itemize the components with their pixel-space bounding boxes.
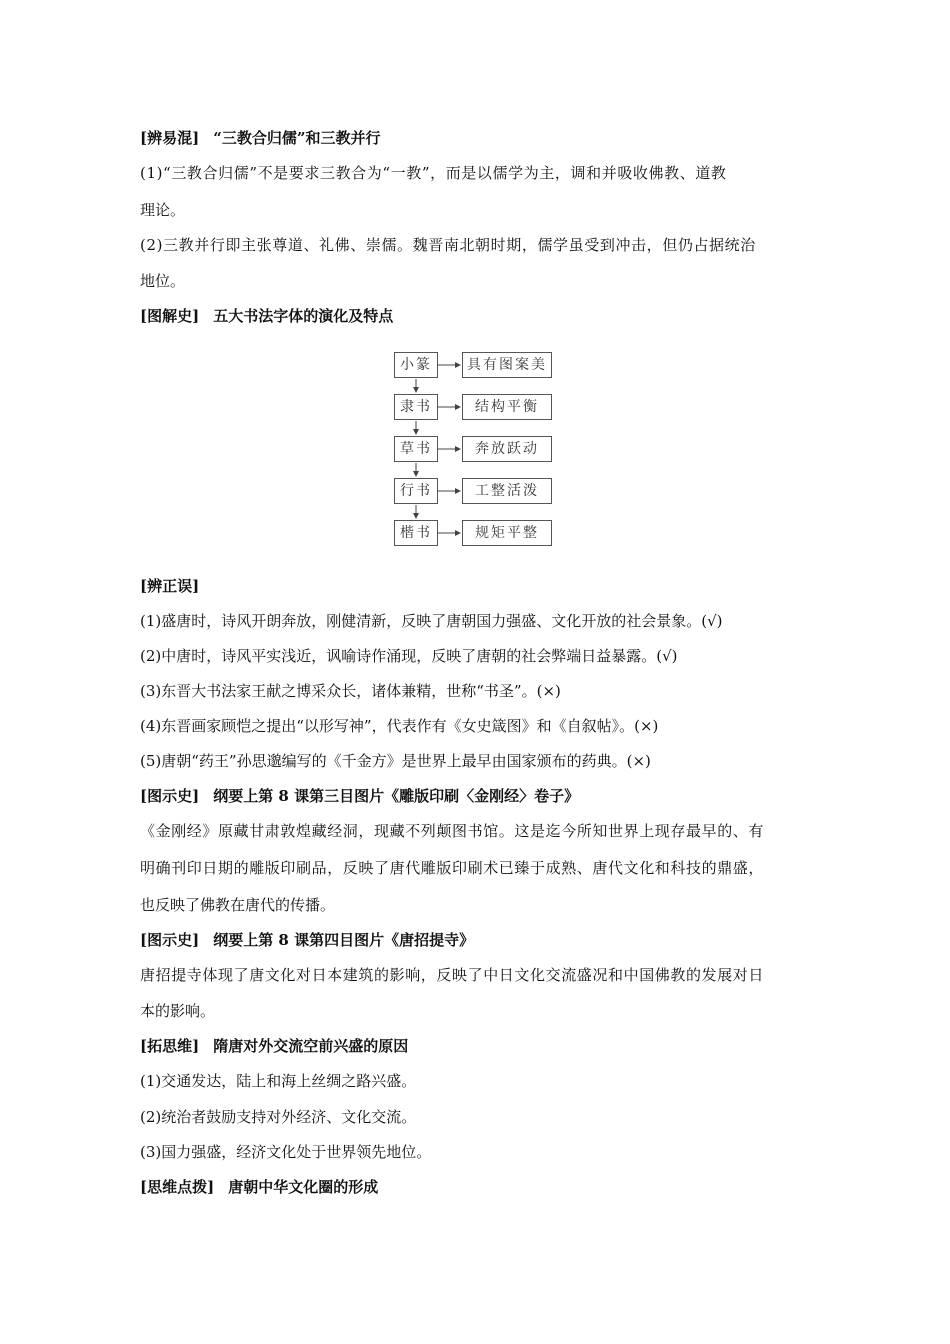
feature-box: 工整活泼: [462, 478, 552, 504]
section-heading-bianyihun: [140, 128, 812, 148]
script-box-kaishu: 楷书: [394, 520, 438, 546]
section-tag: [思维点拨]: [140, 1178, 215, 1196]
section-title: 五大书法字体的演化及特点: [213, 307, 394, 325]
calligraphy-flowchart: [394, 348, 564, 550]
section-heading-tujieshi: [140, 306, 812, 326]
section-tag: [图解史]: [140, 307, 200, 325]
judgement-item: (4)东晋画家顾恺之提出“以形写神”，代表作有《女史箴图》和《自叙帖》。(×): [140, 717, 659, 735]
paragraph-line: 本的影响。: [140, 1002, 216, 1020]
feature-box: 结构平衡: [462, 394, 552, 420]
feature-box: 规矩平整: [462, 520, 552, 546]
judgement-item: (5)唐朝“药王”孙思邈编写的《千金方》是世界上最早由国家颁布的药典。(×): [140, 752, 651, 770]
section-title: 纲要上第 8 课第四目图片《唐招提寺》: [213, 931, 475, 949]
section-tag: [图示史]: [140, 787, 200, 805]
section-heading-siweidianbo: [140, 1177, 812, 1197]
section-heading-tushishi-2: [140, 930, 812, 950]
section-heading-tuosiwei: [140, 1036, 812, 1056]
section-title: 唐朝中华文化圈的形成: [228, 1178, 379, 1196]
feature-box: 具有图案美: [462, 352, 552, 378]
reason-item: (3)国力强盛，经济文化处于世界领先地位。: [140, 1143, 432, 1161]
section-heading-tushishi-1: [140, 786, 812, 806]
reason-item: (2)统治者鼓励支持对外经济、文化交流。: [140, 1108, 417, 1126]
section-tag: [辨易混]: [140, 129, 200, 147]
script-box-caoshu: 草书: [394, 436, 438, 462]
section-title: “三教合归儒”和三教并行: [213, 129, 381, 147]
script-box-lishu: 隶书: [394, 394, 438, 420]
judgement-item: (1)盛唐时，诗风开朗奔放，刚健清新，反映了唐朝国力强盛、文化开放的社会景象。(√): [140, 612, 723, 630]
paragraph-line: 明确刊印日期的雕版印刷品，反映了唐代雕版印刷术已臻于成熟、唐代文化和科技的鼎盛，: [140, 859, 765, 877]
paragraph-line: 也反映了佛教在唐代的传播。: [140, 896, 336, 914]
section-tag: [辨正误]: [140, 577, 200, 595]
paragraph-line: (2)三教并行即主张尊道、礼佛、崇儒。魏晋南北朝时期，儒学虽受到冲击，但仍占据统治: [140, 236, 756, 254]
reason-item: (1)交通发达，陆上和海上丝绸之路兴盛。: [140, 1072, 417, 1090]
section-tag: [图示史]: [140, 931, 200, 949]
section-title: 纲要上第 8 课第三目图片《雕版印刷〈金刚经〉卷子》: [213, 787, 580, 805]
section-title: 隋唐对外交流空前兴盛的原因: [213, 1037, 409, 1055]
paragraph-line: 《金刚经》原藏甘肃敦煌藏经洞，现藏不列颠图书馆。这是迄今所知世界上现存最早的、有: [140, 822, 765, 840]
paragraph-line: 唐招提寺体现了唐文化对日本建筑的影响，反映了中日文化交流盛况和中国佛教的发展对日: [140, 966, 765, 984]
feature-box: 奔放跃动: [462, 436, 552, 462]
script-box-xingshu: 行书: [394, 478, 438, 504]
section-heading-bianzhengwu: [140, 576, 812, 596]
judgement-item: (2)中唐时，诗风平实浅近，讽喻诗作涌现，反映了唐朝的社会弊端日益暴露。(√): [140, 647, 678, 665]
paragraph-line: 理论。: [140, 201, 186, 219]
judgement-item: (3)东晋大书法家王献之博采众长，诸体兼精，世称“书圣”。(×): [140, 682, 561, 700]
script-box-xiaozhuan: 小篆: [394, 352, 438, 378]
paragraph-line: 地位。: [140, 272, 186, 290]
paragraph-line: (1)“三教合归儒”不是要求三教合为“一教”，而是以儒学为主，调和并吸收佛教、道教: [140, 164, 727, 182]
section-tag: [拓思维]: [140, 1037, 200, 1055]
